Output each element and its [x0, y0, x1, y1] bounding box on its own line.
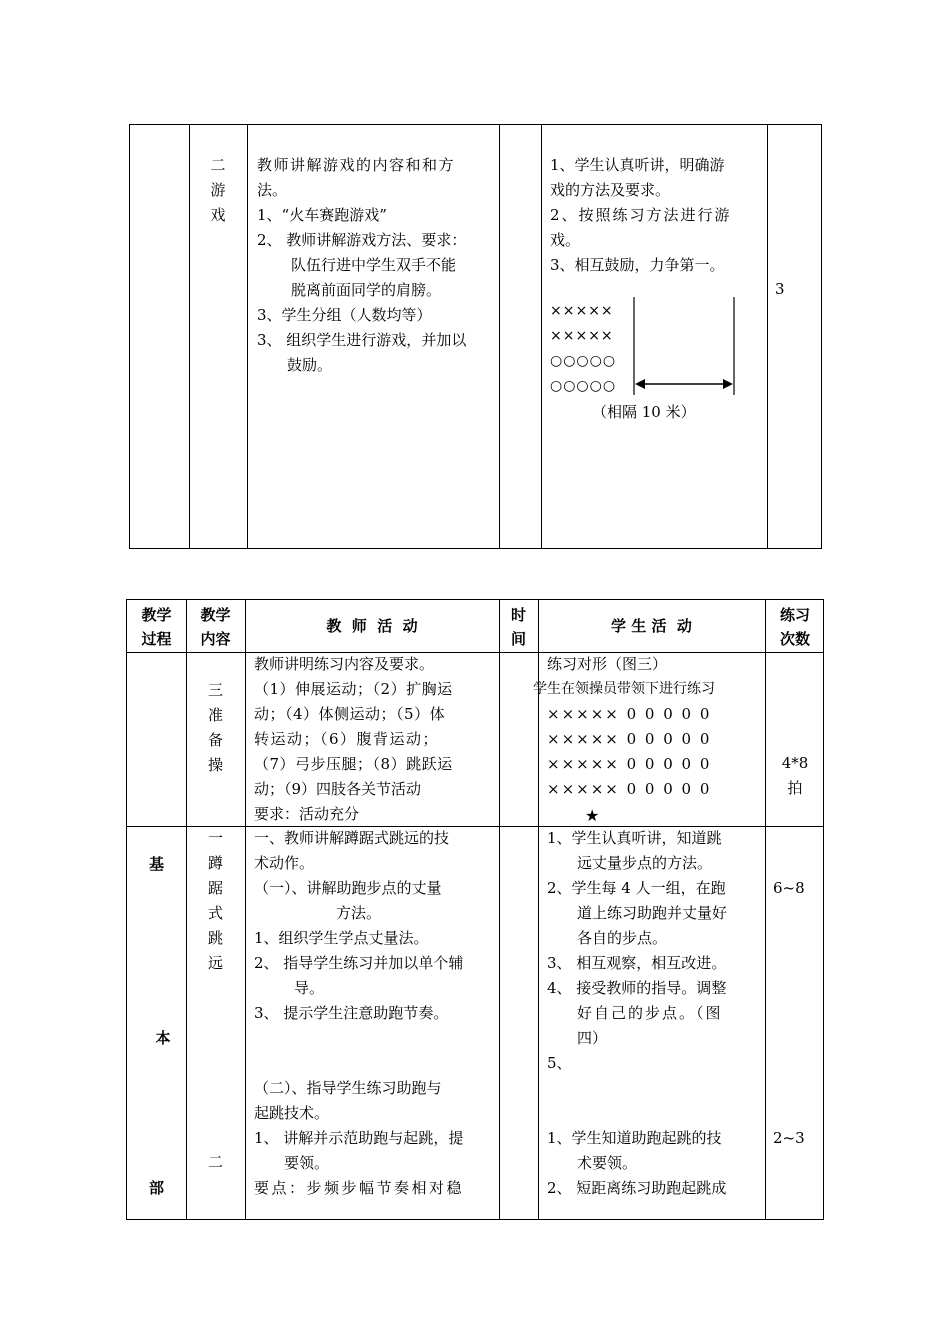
jump-teacher-activity-2: （二）、指导学生练习助跑与 起跳技术。 1、 讲解并示范助跑与起跳，提 要领。 要点：步频步幅节奏相对稳 [254, 1079, 465, 1197]
warmup-teacher-activity: 教师讲明练习内容及要求。 （1）伸展运动；（2）扩胸运 动；（4）体侧运动；（5）体 转运动；（6）腹背运动； （7）弓步压腿；（8）跳跃运 动；（9）四肢各关节活动 要求：活动充分 [254, 655, 453, 823]
header-time: 时 间 [510, 606, 526, 648]
jump-content-label-2: 二 [207, 1153, 223, 1171]
game-teacher-activity: 教师讲解游戏的内容和和方 法。 1、“火车赛跑游戏” 2、 教师讲解游戏方法、要求： 队伍行进中学生双手不能 脱离前面同学的肩膀。 3、学生分组（人数均等） 3、 组织学生进行游戏，并加以 鼓励。 [257, 156, 467, 374]
game-formation [550, 299, 616, 399]
formation-row: ××××× [550, 328, 614, 344]
header-practice-count: 练习 次数 [779, 606, 810, 648]
warmup-count: 4*8 拍 [781, 754, 809, 797]
game-count: 3 [775, 280, 785, 298]
jump-student-activity: 1、学生认真听讲，知道跳 远丈量步点的方法。 2、学生每 4 人一组，在跑 道上练习助跑并丈量好 各自的步点。 3、 相互观察，相互改进。 4、 接受教师的指导。调整 好自己的步点。（图 四） 5、 [547, 829, 728, 1072]
warmup-formation [547, 702, 711, 802]
jump-teacher-activity: 一、教师讲解蹲踞式跳远的技 术动作。 （一）、讲解助跑步点的丈量 方法。 1、组织学生学点丈量法。 2、 指导学生练习并加以单个辅 导。 3、 提示学生注意助跑节奏。 [254, 829, 464, 1022]
warmup-content-label: 三 准 备 操 [207, 681, 223, 774]
distance-arrow-diagram [625, 295, 745, 395]
leader-star-icon: ★ [585, 806, 600, 825]
table-game [129, 124, 822, 549]
process-char-ben: 本 [155, 1029, 171, 1047]
header-process: 教学 过程 [141, 606, 172, 648]
game-content-label: 二 游 戏 [210, 156, 226, 224]
header-content: 教学 内容 [200, 606, 231, 648]
header-teacher-activity: 教 师 活 动 [326, 617, 418, 635]
table-lesson [126, 599, 824, 1220]
game-student-activity: 1、学生认真听讲，明确游 戏的方法及要求。 2、按照练习方法进行游 戏。 3、相互鼓励，力争第一。 [550, 156, 732, 274]
formation-row: ○○○○○ [550, 353, 617, 369]
jump-student-activity-2: 1、学生知道助跑起跳的技 术要领。 2、 短距离练习助跑起跳成 [547, 1129, 727, 1197]
formation-row: ××××× 0 0 0 0 0 [547, 755, 712, 773]
formation-row: ××××× [550, 303, 614, 319]
formation-row: ××××× 0 0 0 0 0 [547, 705, 712, 723]
process-char-bu: 部 [148, 1179, 164, 1197]
formation-row: ××××× 0 0 0 0 0 [547, 730, 712, 748]
process-char-ji: 基 [148, 855, 164, 873]
jump-content-label: 一 蹲 踞 式 跳 远 [207, 829, 223, 972]
warmup-student-activity: 练习对形（图三） 学生在领操员带领下进行练习 [533, 655, 715, 697]
formation-row: ××××× 0 0 0 0 0 [547, 780, 712, 798]
jump-count-1: 6~8 [773, 879, 805, 897]
jump-count-2: 2~3 [773, 1129, 805, 1147]
header-student-activity: 学 生 活 动 [611, 617, 692, 635]
formation-row: ○○○○○ [550, 378, 617, 394]
distance-caption: （相隔 10 米） [592, 403, 696, 421]
